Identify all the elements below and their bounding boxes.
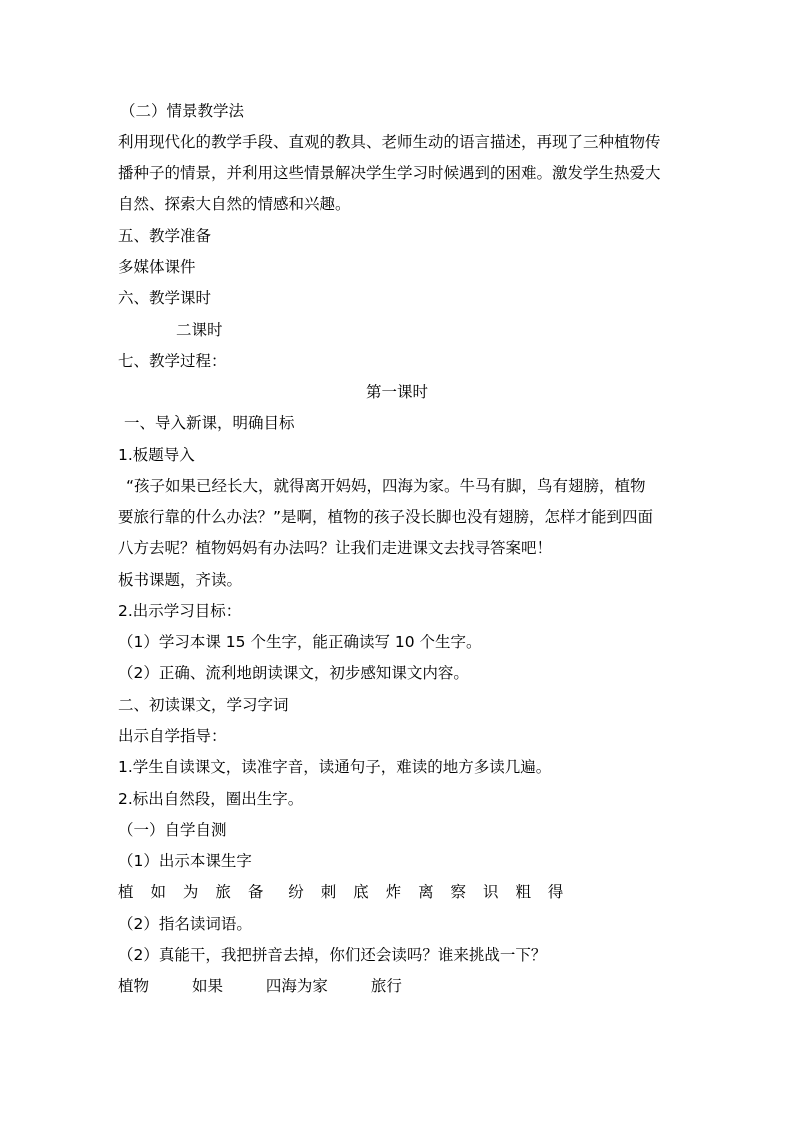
paragraph-line: 自然、探索大自然的情感和兴趣。	[118, 195, 351, 213]
character-item: 离	[418, 883, 434, 901]
paragraph-line: 多媒体课件	[118, 258, 196, 276]
character-item: 植	[118, 883, 134, 901]
paragraph-line: 板书课题，齐读。	[118, 571, 243, 589]
character-item: 备	[247, 883, 264, 901]
character-list	[118, 882, 678, 902]
list-item: （2）指名读词语。	[118, 915, 252, 933]
paragraph-line: “孩子如果已经长大，就得离开妈妈，四海为家。牛马有脚，鸟有翅膀，植物	[126, 477, 646, 495]
character-item: 旅	[215, 883, 231, 901]
character-item: 刺	[320, 883, 337, 901]
character-item: 识	[482, 883, 499, 901]
paragraph-line: 利用现代化的教学手段、直观的教具、老师生动的语言描述，再现了三种植物传	[118, 133, 661, 151]
word-item: 植物	[118, 977, 150, 995]
paragraph-line: 二课时	[176, 321, 223, 339]
character-item: 粗	[515, 883, 531, 901]
subsection-heading: 1.板题导入	[118, 446, 195, 464]
paragraph-line: 出示自学指导：	[118, 727, 227, 745]
list-item: 1.学生自读课文，读准字音，读通句子，难读的地方多读几遍。	[118, 758, 552, 776]
heading-teaching-preparation: 五、教学准备	[118, 227, 212, 245]
paragraph-line: 八方去呢？植物妈妈有办法吗？让我们走进课文去找寻答案吧！	[118, 539, 553, 557]
subsection-heading: 2.出示学习目标：	[118, 602, 242, 620]
subsection-heading: （一）自学自测	[118, 821, 227, 839]
paragraph-line: 要旅行靠的什么办法？”是啊，植物的孩子没长脚也没有翅膀，怎样才能到四面	[118, 508, 654, 526]
heading-teaching-process: 七、教学过程：	[118, 352, 227, 370]
list-item: （2）真能干，我把拼音去掉，你们还会读吗？谁来挑战一下？	[118, 946, 547, 964]
lesson-title: 第一课时	[365, 383, 428, 401]
character-item: 如	[150, 883, 166, 901]
list-item: （2）正确、流利地朗读课文，初步感知课文内容。	[118, 664, 469, 682]
list-item: 2.标出自然段，圈出生字。	[118, 790, 304, 808]
character-item: 底	[353, 883, 369, 901]
word-item: 旅行	[370, 977, 402, 995]
paragraph-line: 播种子的情景，并利用这些情景解决学生学习时候遇到的困难。激发学生热爱大	[118, 164, 661, 182]
list-item: （1）学习本课 15 个生字，能正确读写 10 个生字。	[118, 633, 482, 651]
word-item: 四海为家	[265, 977, 328, 995]
word-list	[118, 976, 678, 996]
section-heading: 一、导入新课，明确目标	[124, 414, 295, 432]
list-item: （1）出示本课生字	[118, 852, 252, 870]
section-heading: 二、初读课文，学习字词	[118, 696, 289, 714]
character-item: 得	[547, 883, 564, 901]
character-item: 纷	[288, 883, 304, 901]
word-item: 如果	[191, 977, 223, 995]
heading-class-hours: 六、教学课时	[118, 289, 212, 307]
character-item: 为	[182, 883, 199, 901]
heading-situational-teaching: （二）情景教学法	[120, 102, 245, 120]
character-item: 炸	[385, 883, 402, 901]
character-item: 察	[450, 883, 467, 901]
